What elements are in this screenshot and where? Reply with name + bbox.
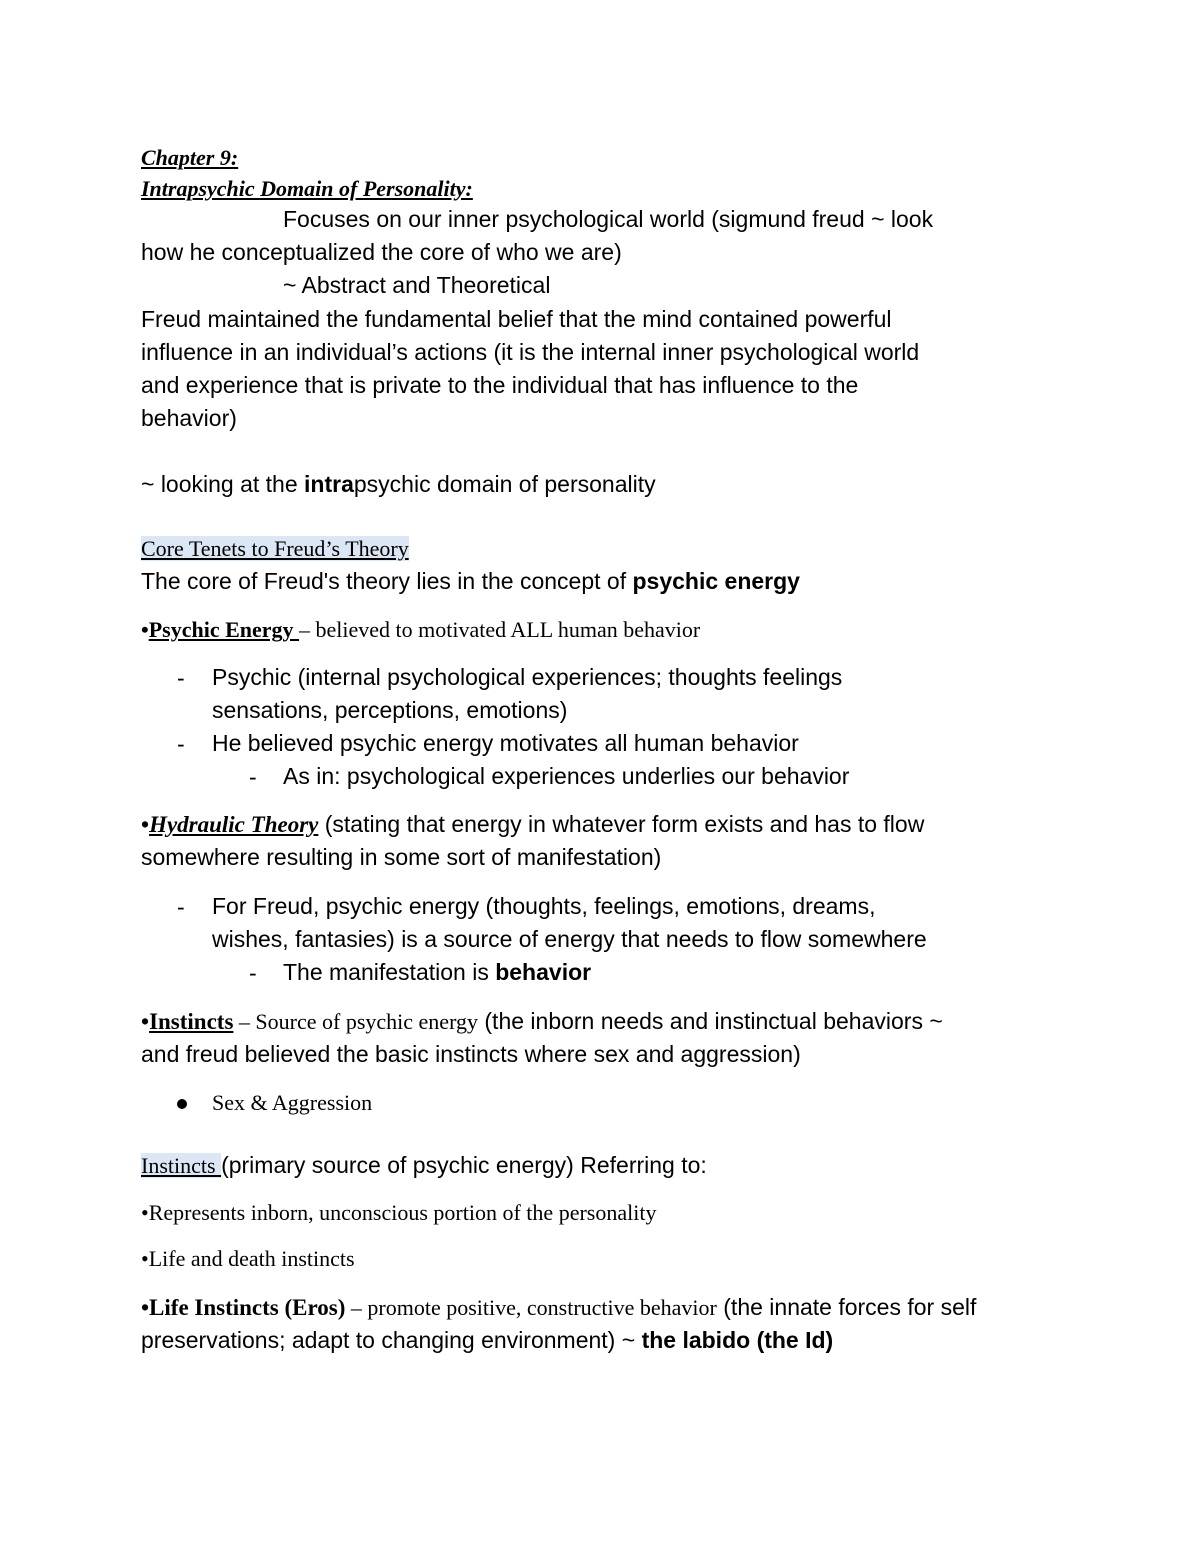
psychic-list-item-1: Psychic (internal psychological experiences; thoughts feelings [212,664,843,690]
freud-para-line-3: and experience that is private to the individual that has influence to the [141,372,859,398]
freud-para-line-4: behavior) [141,405,237,431]
intro-line-1: Focuses on our inner psychological world (sigmund freud ~ look [283,206,934,232]
psychic-sub-item: As in: psychological experiences underlies our behavior [283,763,850,789]
core-tenets-line: The core of Freud's theory lies in the concept of psychic energy [141,568,800,594]
section-title: Intrapsychic Domain of Personality: [141,176,473,201]
core-tenets-heading: Core Tenets to Freud’s Theory [141,536,409,561]
dash-bullet: - [249,960,257,986]
instincts-line-2: and freud believed the basic instincts where sex and aggression) [141,1041,801,1067]
bullet-dot [177,1099,187,1109]
hydraulic-list-item-1: For Freud, psychic energy (thoughts, feelings, emotions, dreams, [212,893,876,919]
life-instincts-item: •Life Instincts (Eros) – promote positive, constructive behavior (the innate forces for self [141,1294,977,1320]
freud-para-line-1: Freud maintained the fundamental belief that the mind contained powerful [141,306,892,332]
life-instincts-line-2: preservations; adapt to changing environment) ~ the labido (the Id) [141,1327,834,1353]
inborn-portion-line: •Represents inborn, unconscious portion of the personality [141,1200,657,1225]
chapter-title: Chapter 9: [141,145,239,170]
hydraulic-sub-item: The manifestation is behavior [283,959,592,985]
life-death-line: •Life and death instincts [141,1246,355,1271]
dash-bullet: - [177,894,185,920]
dash-bullet: - [249,764,257,790]
sex-aggression-item: Sex & Aggression [212,1090,373,1115]
looking-line: ~ looking at the intrapsychic domain of personality [141,471,656,497]
instincts-heading-line: Instincts (primary source of psychic energy) Referring to: [141,1152,707,1178]
instincts-item: •Instincts – Source of psychic energy (the inborn needs and instinctual behaviors ~ [141,1008,943,1034]
dash-bullet: - [177,731,185,757]
freud-para-line-2: influence in an individual’s actions (it is the internal inner psychological world [141,339,920,365]
hydraulic-theory-item: •Hydraulic Theory (stating that energy in whatever form exists and has to flow [141,811,925,837]
psychic-list-item-1-cont: sensations, perceptions, emotions) [212,697,568,723]
hydraulic-list-item-1-cont: wishes, fantasies) is a source of energy that needs to flow somewhere [212,926,927,952]
psychic-energy-item: •Psychic Energy – believed to motivated ALL human behavior [141,617,701,642]
psychic-list-item-2: He believed psychic energy motivates all human behavior [212,730,799,756]
intro-line-3: ~ Abstract and Theoretical [283,272,551,298]
dash-bullet: - [177,665,185,691]
intro-line-2: how he conceptualized the core of who we are) [141,239,622,265]
hydraulic-theory-line-2: somewhere resulting in some sort of manifestation) [141,844,662,870]
